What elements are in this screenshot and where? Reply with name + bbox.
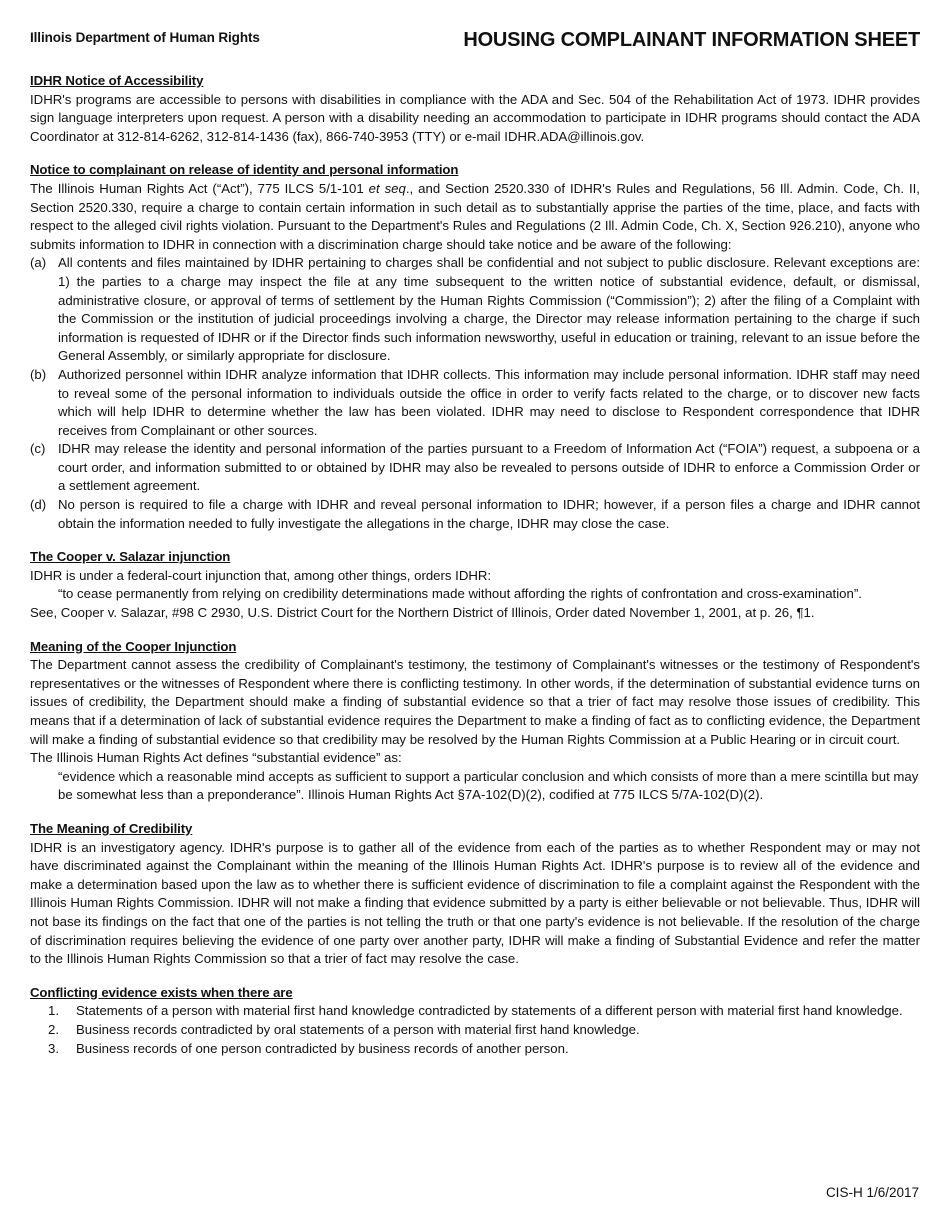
cooper-meaning-text: The Department cannot assess the credibility of Complainant's testimony, the testimony of Complainant's witnesses or the testimony of Respondent's representatives or the witnesses of Respondent where there is conflicting testimony. In other words, if the determination of substantial evidence turns on issues of credibility, the Department should make a finding of substantial evidence so that a trier of fact may resolve those issues of credibility. This means that if a determination of lack of substantial evidence requires the Department to make a finding of fact as to conflicting evidence, the Department will make a finding of substantial evidence so that credibility may be resolved by the Human Rights Commission at a Public Hearing or in circuit court. xyxy=(30,657,920,747)
list-item-text: IDHR may release the identity and personal information of the parties pursuant to a Freedom of Information Act (“FOIA”) request, a subpoena or a court order, and information submitted to or obtained by IDHR may also be revealed to persons outside of IDHR to enforce a Commission Order or a settlement agreement. xyxy=(58,441,920,494)
cooper-injunction-citation: See, Cooper v. Salazar, #98 C 2930, U.S. District Court for the Northern District of Illinois, Order dated November 1, 2001, at p. 26, ¶1. xyxy=(30,605,815,621)
list-item-text: Statements of a person with material first hand knowledge contradicted by statements of a different person with material first hand knowledge. xyxy=(76,1003,903,1019)
list-item-number: 2. xyxy=(48,1021,59,1037)
list-item-text: No person is required to file a charge with IDHR and reveal personal information to IDHR; however, if a person files a charge and IDHR cannot obtain the information needed to fully investigate the allegations in the charge, IDHR may close the case. xyxy=(58,497,920,531)
credibility-section xyxy=(30,820,920,969)
cooper-injunction-quote: “to cease permanently from relying on credibility determinations made without affording the rights of confrontation and cross-examination”. xyxy=(58,586,862,602)
intro-text-before: The Illinois Human Rights Act (“Act”), 775 ILCS 5/1-101 xyxy=(30,180,369,196)
list-item xyxy=(30,1021,920,1040)
list-item xyxy=(30,1040,920,1059)
release-notice-heading: Notice to complainant on release of identity and personal information xyxy=(30,162,459,178)
substantial-evidence-definition-intro: The Illinois Human Rights Act defines “substantial evidence” as: xyxy=(30,750,402,766)
document-title: HOUSING COMPLAINANT INFORMATION SHEET xyxy=(463,29,920,51)
list-item-text: All contents and files maintained by IDHR pertaining to charges shall be confidential and not subject to public disclosure. Relevant exceptions are: 1) the parties to a charge may inspect the file at any time subsequent to the written notice of substantial evidence, default, or dismissal, administrative closure, or approval of terms of settlement by the Human Rights Commission (“Commission”); 2) after the filing of a Complaint with the Commission or the institution of judicial proceedings involving a charge, the Director may release information pertaining to the charge if such information is requested of IDHR or if the Director finds such information newsworthy, useful in education or training, relevant to an issue before the General Assembly, or similarly appropriate for disclosure. xyxy=(58,255,920,364)
document-header xyxy=(30,28,920,56)
cooper-injunction-heading: The Cooper v. Salazar injunction xyxy=(30,549,231,565)
release-notice-section xyxy=(30,161,920,533)
list-item xyxy=(30,440,920,496)
conflicting-evidence-list xyxy=(30,1002,920,1058)
substantial-evidence-quote: “evidence which a reasonable mind accepts as sufficient to support a particular conclusion and which consists of more than a mere scintilla but may be somewhat less than a preponderance”. Illinois Human Rights Act §7A-102(D)(2), codified at 775 ILCS 5/7A-102(D)(2). xyxy=(58,768,919,803)
form-id: CIS-H 1/6/2017 xyxy=(825,1185,919,1200)
list-item xyxy=(30,366,920,440)
list-item-label: (a) xyxy=(30,255,47,271)
list-item-number: 3. xyxy=(48,1040,59,1056)
conflicting-evidence-section xyxy=(30,984,920,1058)
list-item-number: 1. xyxy=(48,1003,59,1019)
document-page xyxy=(30,28,920,1058)
release-notice-intro xyxy=(30,180,920,254)
list-item xyxy=(30,254,920,366)
accessibility-heading: IDHR Notice of Accessibility xyxy=(30,73,204,88)
list-item-text: Authorized personnel within IDHR analyze information that IDHR collects. This information may include personal information. IDHR staff may need to reveal some of the personal information to individuals outside the office in order to verify facts related to the charge, or to discover new facts which will help IDHR to determine whether the law has been violated. IDHR may need to disclose to Respondent correspondence that IDHR receives from Complainant or other sources. xyxy=(58,366,920,438)
cooper-injunction-line: IDHR is under a federal-court injunction that, among other things, orders IDHR: xyxy=(30,567,492,583)
accessibility-section xyxy=(30,72,920,146)
list-item-text: Business records contradicted by oral statements of a person with material first hand knowledge. xyxy=(76,1021,640,1037)
list-item-text: Business records of one person contradicted by business records of another person. xyxy=(76,1040,569,1056)
cooper-meaning-heading: Meaning of the Cooper Injunction xyxy=(30,638,237,654)
list-item-label: (b) xyxy=(30,366,47,382)
list-item-label: (d) xyxy=(30,497,47,513)
agency-name: Illinois Department of Human Rights xyxy=(30,30,260,45)
intro-text-italic: et seq xyxy=(368,180,406,196)
credibility-heading: The Meaning of Credibility xyxy=(30,820,193,836)
cooper-injunction-section xyxy=(30,548,920,622)
cooper-meaning-section xyxy=(30,638,920,805)
list-item-label: (c) xyxy=(30,441,46,457)
list-item xyxy=(30,496,920,533)
release-notice-list xyxy=(30,254,920,533)
list-item xyxy=(30,1002,920,1021)
intro-text-after: ., and Section 2520.330 of IDHR's Rules and Regulations, 56 Ill. Admin. Code, Ch. II, Section 2520.330, require a charge to contain certain information in such detail as to substantially apprise the parties of the time, place, and facts with respect to the alleged civil rights violation. Pursuant to the Department's Rules and Regulations (2 Ill. Admin Code, Ch. X, Section 926.210), anyone who submits information to IDHR in connection with a discrimination charge should take notice and be aware of the following: xyxy=(30,180,920,252)
conflicting-evidence-heading: Conflicting evidence exists when there are xyxy=(30,984,293,1000)
accessibility-text: IDHR's programs are accessible to persons with disabilities in compliance with the ADA and Sec. 504 of the Rehabilitation Act of 1973. IDHR provides sign language interpreters upon request. A person with a disability needing an accommodation to participate in IDHR programs should contact the ADA Coordinator at 312-814-6262, 312-814-1436 (fax), 866-740-3953 (TTY) or e-mail IDHR.ADA@illinois.gov. xyxy=(30,91,920,144)
credibility-text: IDHR is an investigatory agency. IDHR's purpose is to gather all of the evidence from each of the parties as to whether Respondent may or may not have discriminated against the Complainant within the meaning of the Illinois Human Rights Act. IDHR's purpose is to review all of the evidence and make a determination based upon the law as to whether there is sufficient evidence of discrimination to file a complaint against the Respondent with the Illinois Human Rights Commission. IDHR will not make a finding that evidence submitted by a party is either believable or not believable. Thus, IDHR will not base its findings on the fact that one of the parties is not telling the truth or that one party's evidence is not believable. If the resolution of the charge of discrimination requires believing the evidence of one party over another party, IDHR will make a finding of Substantial Evidence and refer the matter to the Illinois Human Rights Commission so that a trier of fact may resolve the case. xyxy=(30,839,920,967)
